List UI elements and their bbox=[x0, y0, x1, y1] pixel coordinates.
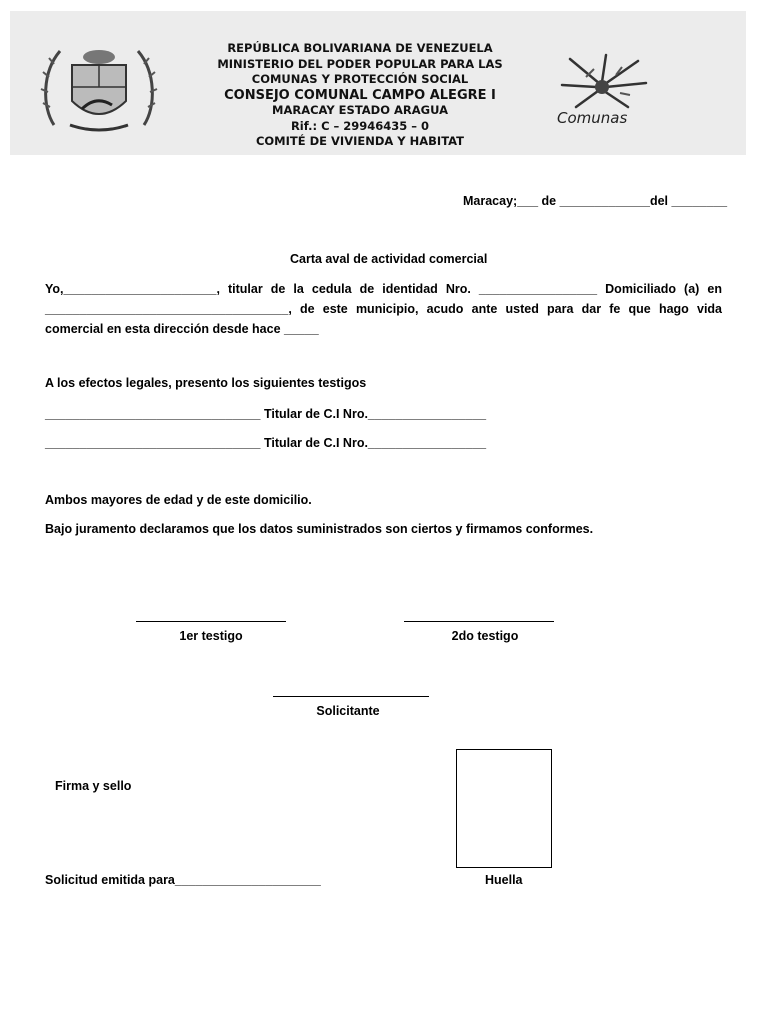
statement-age: Ambos mayores de edad y de este domicilio. bbox=[45, 493, 312, 507]
witness-line-2: _______________________________ Titular de C.I Nro._________________ bbox=[45, 436, 487, 450]
letterhead-line: MARACAY ESTADO ARAGUA bbox=[272, 103, 448, 117]
witness-line-1: _______________________________ Titular de C.I Nro._________________ bbox=[45, 407, 487, 421]
letterhead-line: MINISTERIO DEL PODER POPULAR PARA LAS bbox=[217, 56, 503, 71]
date-line: Maracay;___ de _____________del ________ bbox=[463, 194, 728, 208]
letterhead-line: REPÚBLICA BOLIVARIANA DE VENEZUELA bbox=[227, 41, 493, 55]
signature-line-first-witness bbox=[136, 621, 286, 622]
body-paragraph: Yo,______________________, titular de la cedula de identidad Nro. _________________ Domiciliado (a) en ___________________________________, de este municipio, acudo ante usted para dar fe que hago vida comercial en esta dirección desde hace _____ bbox=[45, 282, 722, 336]
statement-oath: Bajo juramento declaramos que los datos suministrados son ciertos y firmamos conformes. bbox=[45, 522, 594, 536]
letterhead-line: COMUNAS Y PROTECCIÓN SOCIAL bbox=[251, 72, 469, 86]
caption-first-witness: 1er testigo bbox=[179, 629, 243, 643]
letterhead-text bbox=[210, 41, 510, 150]
coat-of-arms-icon bbox=[40, 37, 158, 137]
fingerprint-box bbox=[456, 749, 552, 868]
caption-second-witness: 2do testigo bbox=[451, 629, 519, 643]
witness-intro: A los efectos legales, presento los siguientes testigos bbox=[45, 376, 367, 390]
letterhead-line: Rif.: C – 29946435 – 0 bbox=[290, 118, 430, 133]
comunas-logo-text: Comunas bbox=[557, 109, 628, 127]
solicitud-line: Solicitud emitida para_____________________ bbox=[45, 873, 321, 887]
letterhead-line: CONSEJO COMUNAL CAMPO ALEGRE I bbox=[224, 87, 496, 103]
caption-applicant: Solicitante bbox=[316, 704, 380, 718]
signature-line-applicant bbox=[273, 696, 429, 697]
letterhead bbox=[10, 11, 746, 155]
document-title: Carta aval de actividad comercial bbox=[290, 252, 488, 266]
firma-sello-label: Firma y sello bbox=[55, 779, 132, 793]
huella-label: Huella bbox=[485, 873, 523, 887]
letterhead-line: COMITÉ DE VIVIENDA Y HABITAT bbox=[255, 134, 465, 148]
signature-line-second-witness bbox=[404, 621, 554, 622]
